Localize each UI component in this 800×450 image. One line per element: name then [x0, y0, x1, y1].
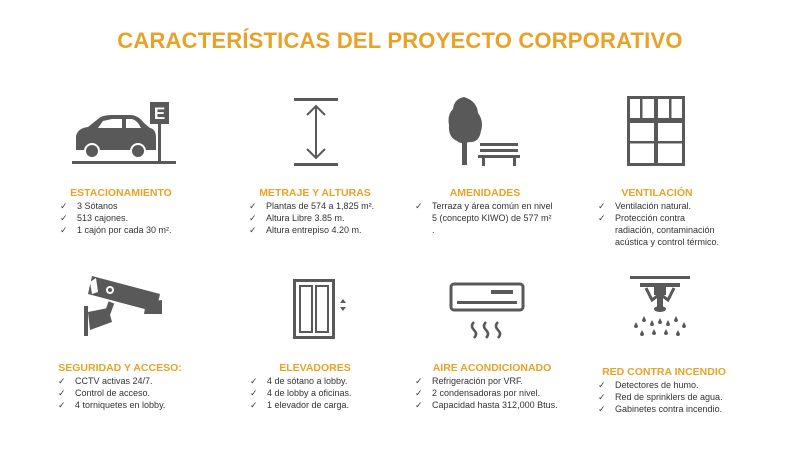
list-item: ✓ 1 elevador de carga.: [250, 399, 352, 411]
page-title: CARACTERÍSTICAS DEL PROYECTO CORPORATIVO: [117, 28, 683, 53]
list-item: acústica y control térmico.: [615, 237, 720, 247]
heading-aire-acondicionado: AIRE ACONDICIONADO: [432, 362, 552, 374]
parking-car-icon: [72, 98, 176, 164]
security-camera-icon: [82, 272, 164, 338]
list-item: 5 (concepto KIWO) de 577 m²: [432, 213, 552, 223]
list-item: ✓ 3 Sótanos: [60, 200, 172, 212]
sprinkler-icon: [630, 276, 690, 338]
list-metraje-alturas: [249, 200, 374, 236]
list-red-contra-incendio: [598, 379, 723, 415]
list-item: ✓ 513 cajones.: [60, 212, 172, 224]
list-elevadores: [250, 375, 352, 411]
heading-red-contra-incendio: RED CONTRA INCENDIO: [602, 366, 726, 378]
air-conditioner-icon: [449, 282, 525, 344]
list-estacionamiento: [60, 200, 172, 236]
list-item: .: [432, 225, 435, 235]
list-item: ✓ Refrigeración por VRF.: [415, 375, 558, 387]
list-item: ✓ 4 de sótano a lobby.: [250, 375, 352, 387]
list-item: ✓ Plantas de 574 a 1,825 m².: [249, 200, 374, 212]
height-arrow-icon: [294, 98, 338, 166]
list-ventilacion: [598, 200, 719, 248]
list-item: ✓ CCTV activas 24/7.: [58, 375, 165, 387]
heading-elevadores: ELEVADORES: [279, 362, 351, 374]
list-item: ✓ Capacidad hasta 312,000 Btus.: [415, 399, 558, 411]
tree-bench-icon: [444, 95, 520, 167]
list-item: ✓ Red de sprinklers de agua.: [598, 391, 723, 403]
list-item: ✓ Altura Libre 3.85 m.: [249, 212, 374, 224]
list-amenidades: [415, 200, 553, 236]
heading-seguridad-acceso: SEGURIDAD Y ACCESO:: [58, 362, 182, 374]
heading-amenidades: AMENIDADES: [449, 187, 521, 199]
list-item: ✓ 4 torniquetes en lobby.: [58, 399, 165, 411]
list-item: ✓ Altura entrepiso 4.20 m.: [249, 224, 374, 236]
list-item: ✓ Detectores de humo.: [598, 379, 723, 391]
list-item: ✓ Control de acceso.: [58, 387, 165, 399]
list-item: ✓ 2 condensadoras por nivel.: [415, 387, 558, 399]
list-item: ✓ Gabinetes contra incendio.: [598, 403, 723, 415]
list-item: ✓ 4 de lobby a oficinas.: [250, 387, 352, 399]
elevator-icon: [293, 279, 349, 339]
heading-estacionamiento: ESTACIONAMIENTO: [70, 187, 172, 199]
list-aire-acondicionado: [415, 375, 558, 411]
svg-text:E: E: [153, 104, 166, 123]
list-item: radiación, contaminación: [615, 225, 715, 235]
list-item: ✓ Terraza y área común en nivel: [415, 200, 553, 212]
list-seguridad-acceso: [58, 375, 165, 411]
list-item: ✓ 1 cajón por cada 30 m².: [60, 224, 172, 236]
list-item: ✓ Ventilación natural.: [598, 200, 719, 212]
window-icon: [627, 96, 685, 166]
heading-metraje-alturas: METRAJE Y ALTURAS: [259, 187, 371, 199]
heading-ventilacion: VENTILACIÓN: [621, 187, 693, 199]
list-item: ✓ Protección contra: [598, 212, 719, 224]
